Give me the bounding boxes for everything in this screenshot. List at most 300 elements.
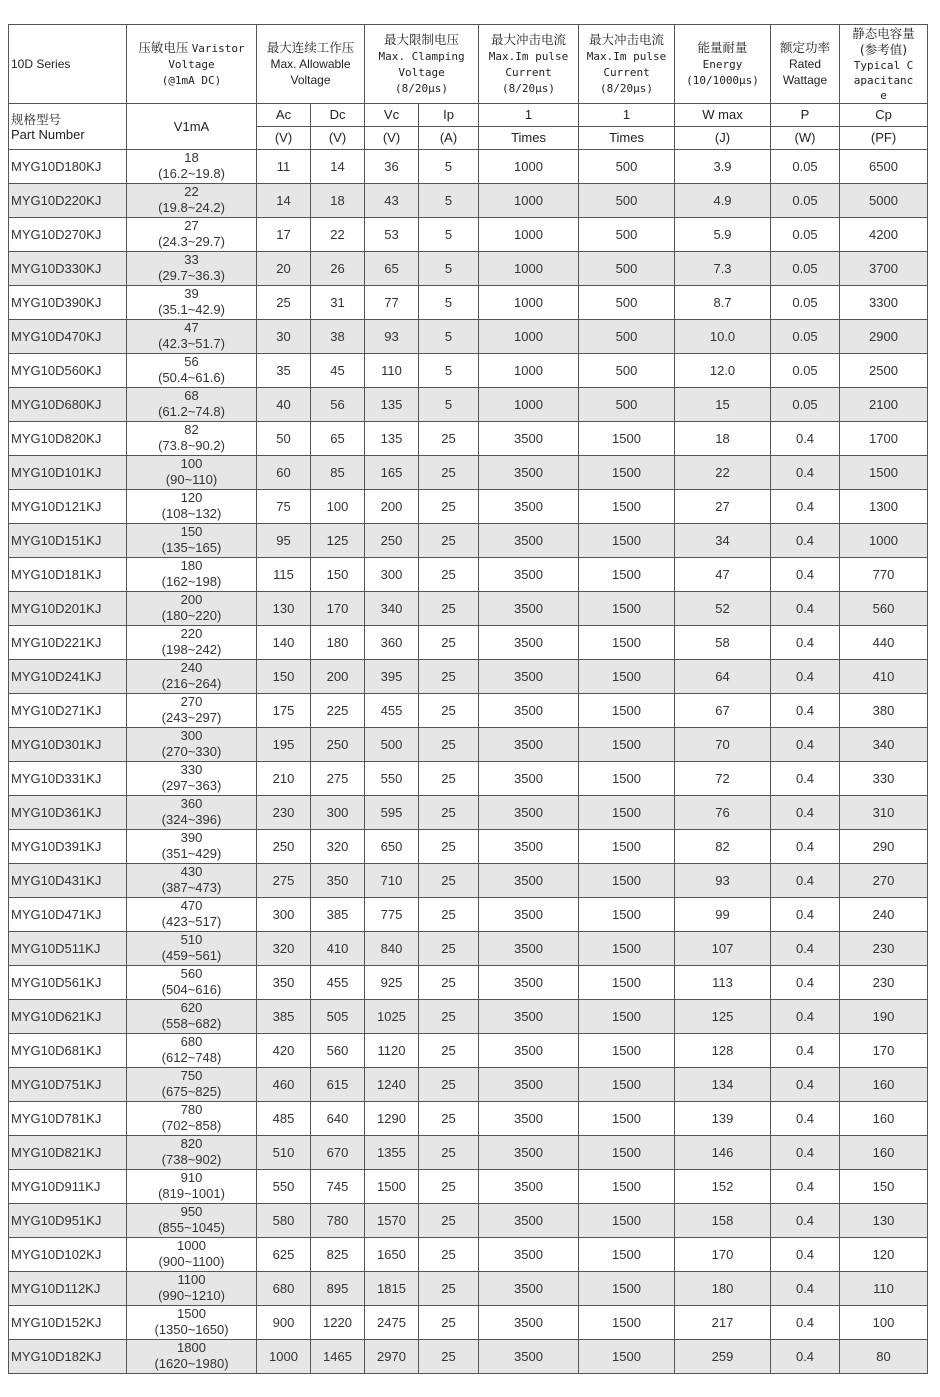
impulse-times-1-cell: 3500 (479, 1000, 579, 1034)
energy-cell: 180 (675, 1272, 771, 1306)
table-row (9, 626, 928, 660)
varistor-voltage-range: (42.3~51.7) (158, 335, 225, 351)
clamping-voltage-cell: 165 (365, 456, 419, 490)
varistor-voltage-cell (127, 1034, 257, 1068)
varistor-voltage-cell (127, 864, 257, 898)
ac-voltage-cell: 195 (257, 728, 311, 762)
impulse-times-1-cell: 3500 (479, 762, 579, 796)
varistor-voltage-range: (162~198) (161, 573, 222, 589)
ac-voltage-cell: 550 (257, 1170, 311, 1204)
varistor-voltage-range: (675~825) (161, 1083, 222, 1099)
capacitance-zh2: (参考值) (859, 41, 908, 57)
dc-voltage-cell: 38 (311, 320, 365, 354)
varistor-voltage-nominal: 330 (180, 761, 203, 777)
varistor-voltage-range: (558~682) (161, 1015, 222, 1031)
ip-current-cell: 25 (419, 1136, 479, 1170)
rated-power-cell: 0.05 (771, 354, 840, 388)
capacitance-cell: 170 (840, 1034, 928, 1068)
varistor-voltage-nominal: 47 (184, 319, 199, 335)
impulse-times-2-cell: 1500 (579, 524, 675, 558)
impulse-times-1-cell: 3500 (479, 796, 579, 830)
ac-voltage-cell: 115 (257, 558, 311, 592)
symbol-times-1: 1 (479, 104, 579, 127)
impulse-times-1-cell: 3500 (479, 1068, 579, 1102)
capacitance-header (840, 25, 928, 104)
varistor-voltage-nominal: 780 (180, 1101, 203, 1117)
capacitance-cell: 1300 (840, 490, 928, 524)
dc-voltage-cell: 200 (311, 660, 365, 694)
part-number-cell: MYG10D391KJ (9, 830, 127, 864)
dc-voltage-cell: 250 (311, 728, 365, 762)
table-row (9, 524, 928, 558)
table-row (9, 762, 928, 796)
clamping-voltage-cell: 455 (365, 694, 419, 728)
capacitance-cell: 230 (840, 932, 928, 966)
impulse-times-2-cell: 1500 (579, 1000, 675, 1034)
table-row (9, 558, 928, 592)
varistor-voltage-nominal: 39 (184, 285, 199, 301)
impulse-times-2-cell: 1500 (579, 558, 675, 592)
rated-power-cell: 0.05 (771, 388, 840, 422)
energy-cell: 158 (675, 1204, 771, 1238)
table-row (9, 286, 928, 320)
ac-voltage-cell: 250 (257, 830, 311, 864)
energy-cell: 217 (675, 1306, 771, 1340)
part-number-cell: MYG10D680KJ (9, 388, 127, 422)
rated-power-cell: 0.4 (771, 592, 840, 626)
table-row (9, 422, 928, 456)
table-row (9, 320, 928, 354)
varistor-voltage-cell (127, 1306, 257, 1340)
clamping-voltage-cell: 1120 (365, 1034, 419, 1068)
ac-voltage-cell: 130 (257, 592, 311, 626)
impulse-times-1-cell: 1000 (479, 354, 579, 388)
varistor-voltage-range: (73.8~90.2) (158, 437, 225, 453)
part-number-cell: MYG10D221KJ (9, 626, 127, 660)
impulse-times-1-cell: 1000 (479, 150, 579, 184)
impulse-times-2-cell: 500 (579, 184, 675, 218)
table-row (9, 1034, 928, 1068)
rated-power-cell: 0.4 (771, 524, 840, 558)
table-row (9, 694, 928, 728)
dc-voltage-cell: 895 (311, 1272, 365, 1306)
energy-cell: 7.3 (675, 252, 771, 286)
varistor-voltage-range: (243~297) (161, 709, 222, 725)
table-row (9, 966, 928, 1000)
energy-cell: 82 (675, 830, 771, 864)
clamping-voltage-cell: 775 (365, 898, 419, 932)
impulse-times-1-cell: 3500 (479, 422, 579, 456)
clamping-voltage-cell: 1025 (365, 1000, 419, 1034)
ip-current-cell: 25 (419, 626, 479, 660)
impulse-times-2-cell: 500 (579, 286, 675, 320)
varistor-voltage-nominal: 680 (180, 1033, 203, 1049)
ip-current-cell: 5 (419, 388, 479, 422)
dc-voltage-cell: 745 (311, 1170, 365, 1204)
varistor-voltage-header (127, 25, 257, 104)
rated-power-cell: 0.4 (771, 1102, 840, 1136)
impulse-times-2-cell: 1500 (579, 1204, 675, 1238)
clamping-voltage-cell: 1570 (365, 1204, 419, 1238)
dc-voltage-cell: 780 (311, 1204, 365, 1238)
symbol-times-2: 1 (579, 104, 675, 127)
capacitance-cell: 310 (840, 796, 928, 830)
energy-cell: 64 (675, 660, 771, 694)
part-number-cell: MYG10D180KJ (9, 150, 127, 184)
table-row (9, 728, 928, 762)
varistor-voltage-cell (127, 286, 257, 320)
energy-cell: 76 (675, 796, 771, 830)
energy-cell: 70 (675, 728, 771, 762)
varistor-voltage-cell (127, 1136, 257, 1170)
varistor-voltage-cell (127, 830, 257, 864)
varistor-voltage-cell (127, 320, 257, 354)
table-row (9, 1000, 928, 1034)
part-number-cell: MYG10D821KJ (9, 1136, 127, 1170)
ip-current-cell: 25 (419, 558, 479, 592)
rated-power-cell: 0.4 (771, 864, 840, 898)
varistor-voltage-nominal: 470 (180, 897, 203, 913)
capacitance-cell: 2900 (840, 320, 928, 354)
varistor-voltage-range: (135~165) (161, 539, 222, 555)
table-row (9, 1340, 928, 1374)
part-number-cell: MYG10D102KJ (9, 1238, 127, 1272)
energy-cell: 22 (675, 456, 771, 490)
varistor-voltage-nominal: 510 (180, 931, 203, 947)
impulse-times-2-cell: 1500 (579, 1102, 675, 1136)
impulse-times-1-cell: 3500 (479, 1238, 579, 1272)
part-number-cell: MYG10D181KJ (9, 558, 127, 592)
impulse-times-1-cell: 3500 (479, 932, 579, 966)
clamping-voltage-cell: 500 (365, 728, 419, 762)
ac-voltage-cell: 460 (257, 1068, 311, 1102)
energy-cell: 134 (675, 1068, 771, 1102)
dc-voltage-cell: 300 (311, 796, 365, 830)
series-title: 10D Series (9, 25, 127, 104)
ip-current-cell: 25 (419, 422, 479, 456)
ac-voltage-cell: 320 (257, 932, 311, 966)
part-number-cell: MYG10D151KJ (9, 524, 127, 558)
impulse-times-2-cell: 1500 (579, 592, 675, 626)
capacitance-cell: 150 (840, 1170, 928, 1204)
ac-voltage-cell: 580 (257, 1204, 311, 1238)
energy-cell: 3.9 (675, 150, 771, 184)
clamping-voltage-cell: 650 (365, 830, 419, 864)
varistor-voltage-nominal: 27 (184, 217, 199, 233)
part-number-cell: MYG10D781KJ (9, 1102, 127, 1136)
part-number-cell: MYG10D471KJ (9, 898, 127, 932)
part-number-cell: MYG10D820KJ (9, 422, 127, 456)
part-number-cell: MYG10D330KJ (9, 252, 127, 286)
table-row (9, 1272, 928, 1306)
varistor-voltage-nominal: 200 (180, 591, 203, 607)
part-number-cell: MYG10D270KJ (9, 218, 127, 252)
symbol-dc: Dc (311, 104, 365, 127)
capacitance-cell: 6500 (840, 150, 928, 184)
varistor-voltage-cell (127, 252, 257, 286)
varistor-voltage-nominal: 430 (180, 863, 203, 879)
impulse-times-2-cell: 1500 (579, 1034, 675, 1068)
ip-current-cell: 25 (419, 592, 479, 626)
ac-voltage-cell: 350 (257, 966, 311, 1000)
part-number-cell: MYG10D951KJ (9, 1204, 127, 1238)
clamping-voltage-cell: 1355 (365, 1136, 419, 1170)
dc-voltage-cell: 170 (311, 592, 365, 626)
dc-voltage-cell: 560 (311, 1034, 365, 1068)
impulse-times-1-cell: 3500 (479, 456, 579, 490)
table-row (9, 354, 928, 388)
impulse-times-2-cell: 1500 (579, 796, 675, 830)
table-row (9, 932, 928, 966)
ac-voltage-cell: 30 (257, 320, 311, 354)
clamping-voltage-cell: 840 (365, 932, 419, 966)
impulse-times-2-cell: 1500 (579, 422, 675, 456)
varistor-voltage-range: (990~1210) (158, 1287, 225, 1303)
impulse-times-2-cell: 1500 (579, 728, 675, 762)
varistor-voltage-range: (198~242) (161, 641, 222, 657)
part-number-cell: MYG10D331KJ (9, 762, 127, 796)
impulse-times-2-cell: 1500 (579, 456, 675, 490)
ac-voltage-cell: 14 (257, 184, 311, 218)
capacitance-cell: 560 (840, 592, 928, 626)
impulse-times-1-cell: 3500 (479, 966, 579, 1000)
capacitance-cell: 120 (840, 1238, 928, 1272)
table-row (9, 1102, 928, 1136)
varistor-voltage-range: (16.2~19.8) (158, 165, 225, 181)
part-number-cell: MYG10D561KJ (9, 966, 127, 1000)
energy-cell: 139 (675, 1102, 771, 1136)
varistor-voltage-nominal: 360 (180, 795, 203, 811)
rated-wattage-zh: 额定功率 (780, 40, 831, 55)
dc-voltage-cell: 640 (311, 1102, 365, 1136)
energy-cell: 259 (675, 1340, 771, 1374)
table-row (9, 388, 928, 422)
clamping-voltage-cell: 395 (365, 660, 419, 694)
varistor-voltage-range: (423~517) (161, 913, 222, 929)
varistor-voltage-nominal: 82 (184, 421, 199, 437)
ip-current-cell: 25 (419, 524, 479, 558)
impulse-times-2-cell: 1500 (579, 932, 675, 966)
impulse-times-1-cell: 3500 (479, 1136, 579, 1170)
varistor-voltage-nominal: 560 (180, 965, 203, 981)
capacitance-cell: 5000 (840, 184, 928, 218)
ac-voltage-cell: 625 (257, 1238, 311, 1272)
ac-voltage-cell: 20 (257, 252, 311, 286)
capacitance-cell: 380 (840, 694, 928, 728)
energy-cell: 113 (675, 966, 771, 1000)
impulse-current-zh-2: 最大冲击电流 (589, 32, 665, 47)
ip-current-cell: 25 (419, 490, 479, 524)
table-row (9, 490, 928, 524)
impulse-current-header-2 (579, 25, 675, 104)
varistor-voltage-range: (459~561) (161, 947, 222, 963)
varistor-voltage-nominal: 120 (180, 489, 203, 505)
varistor-voltage-nominal: 18 (184, 149, 199, 165)
rated-power-cell: 0.05 (771, 150, 840, 184)
part-number-cell: MYG10D121KJ (9, 490, 127, 524)
table-row (9, 1306, 928, 1340)
rated-power-cell: 0.4 (771, 1034, 840, 1068)
capacitance-cell: 110 (840, 1272, 928, 1306)
rated-power-cell: 0.4 (771, 728, 840, 762)
rated-power-cell: 0.4 (771, 1000, 840, 1034)
dc-voltage-cell: 31 (311, 286, 365, 320)
clamping-voltage-en1: Max. Clamping (378, 50, 465, 63)
dc-voltage-cell: 670 (311, 1136, 365, 1170)
table-row (9, 1136, 928, 1170)
ip-current-cell: 5 (419, 150, 479, 184)
varistor-voltage-range: (29.7~36.3) (158, 267, 225, 283)
varistor-voltage-nominal: 1000 (177, 1237, 206, 1253)
impulse-times-2-cell: 1500 (579, 1068, 675, 1102)
impulse-times-2-cell: 1500 (579, 1238, 675, 1272)
clamping-voltage-cell: 77 (365, 286, 419, 320)
varistor-voltage-cell (127, 694, 257, 728)
capacitance-cell: 2500 (840, 354, 928, 388)
impulse-times-2-cell: 1500 (579, 490, 675, 524)
rated-power-cell: 0.4 (771, 796, 840, 830)
varistor-voltage-range: (900~1100) (158, 1253, 225, 1269)
energy-cell: 170 (675, 1238, 771, 1272)
rated-power-cell: 0.05 (771, 184, 840, 218)
varistor-voltage-zh: 压敏电压 (138, 40, 189, 55)
rated-power-cell: 0.05 (771, 252, 840, 286)
varistor-voltage-cell (127, 150, 257, 184)
spec-table-body (9, 150, 928, 1374)
impulse-times-1-cell: 3500 (479, 864, 579, 898)
part-number-cell: MYG10D470KJ (9, 320, 127, 354)
table-row (9, 1238, 928, 1272)
part-number-cell: MYG10D112KJ (9, 1272, 127, 1306)
part-number-zh: 规格型号 (11, 111, 62, 127)
clamping-voltage-header (365, 25, 479, 104)
varistor-voltage-cell (127, 354, 257, 388)
impulse-current-header-1 (479, 25, 579, 104)
impulse-times-1-cell: 3500 (479, 1034, 579, 1068)
impulse-current-en2-1: Current (505, 66, 552, 79)
ip-current-cell: 5 (419, 218, 479, 252)
impulse-times-1-cell: 3500 (479, 524, 579, 558)
varistor-voltage-nominal: 240 (180, 659, 203, 675)
clamping-voltage-zh: 最大限制电压 (384, 32, 460, 47)
impulse-times-1-cell: 1000 (479, 218, 579, 252)
ip-current-cell: 25 (419, 1238, 479, 1272)
varistor-voltage-nominal: 180 (180, 557, 203, 573)
ip-current-cell: 5 (419, 252, 479, 286)
varistor-voltage-nominal: 270 (180, 693, 203, 709)
rated-power-cell: 0.4 (771, 490, 840, 524)
ip-current-cell: 5 (419, 286, 479, 320)
ac-voltage-cell: 50 (257, 422, 311, 456)
energy-cell: 125 (675, 1000, 771, 1034)
impulse-times-2-cell: 1500 (579, 864, 675, 898)
varistor-voltage-cell (127, 762, 257, 796)
clamping-voltage-cell: 200 (365, 490, 419, 524)
part-number-cell: MYG10D681KJ (9, 1034, 127, 1068)
unit-power: (W) (771, 127, 840, 150)
capacitance-cell: 80 (840, 1340, 928, 1374)
energy-cell: 52 (675, 592, 771, 626)
ip-current-cell: 25 (419, 932, 479, 966)
capacitance-cell: 100 (840, 1306, 928, 1340)
impulse-times-2-cell: 1500 (579, 762, 675, 796)
table-row (9, 898, 928, 932)
clamping-voltage-cell: 1500 (365, 1170, 419, 1204)
varistor-voltage-cell (127, 1340, 257, 1374)
dc-voltage-cell: 455 (311, 966, 365, 1000)
varistor-voltage-cell (127, 1102, 257, 1136)
capacitance-cell: 3300 (840, 286, 928, 320)
impulse-times-1-cell: 3500 (479, 1204, 579, 1238)
dc-voltage-cell: 1220 (311, 1306, 365, 1340)
varistor-voltage-cell (127, 728, 257, 762)
ac-voltage-cell: 275 (257, 864, 311, 898)
varistor-voltage-range: (819~1001) (158, 1185, 225, 1201)
ac-voltage-cell: 35 (257, 354, 311, 388)
part-number-cell: MYG10D301KJ (9, 728, 127, 762)
ac-voltage-cell: 210 (257, 762, 311, 796)
clamping-voltage-cell: 300 (365, 558, 419, 592)
ip-current-cell: 25 (419, 966, 479, 1000)
impulse-times-2-cell: 500 (579, 252, 675, 286)
ac-voltage-cell: 40 (257, 388, 311, 422)
rated-power-cell: 0.4 (771, 1068, 840, 1102)
ac-voltage-cell: 485 (257, 1102, 311, 1136)
dc-voltage-cell: 56 (311, 388, 365, 422)
clamping-voltage-cell: 550 (365, 762, 419, 796)
impulse-times-2-cell: 1500 (579, 1136, 675, 1170)
table-row (9, 864, 928, 898)
part-number-cell: MYG10D560KJ (9, 354, 127, 388)
varistor-voltage-cell (127, 1238, 257, 1272)
energy-cell: 72 (675, 762, 771, 796)
varistor-voltage-range: (24.3~29.7) (158, 233, 225, 249)
part-number-cell: MYG10D911KJ (9, 1170, 127, 1204)
clamping-voltage-cell: 135 (365, 388, 419, 422)
capacitance-cell: 270 (840, 864, 928, 898)
capacitance-cell: 190 (840, 1000, 928, 1034)
capacitance-cell: 160 (840, 1136, 928, 1170)
impulse-times-2-cell: 1500 (579, 1272, 675, 1306)
ip-current-cell: 25 (419, 898, 479, 932)
impulse-current-en2-2: Current (603, 66, 650, 79)
capacitance-zh1: 静态电容量 (852, 25, 915, 41)
varistor-voltage-range: (108~132) (161, 505, 222, 521)
header-row-symbols (9, 104, 928, 127)
capacitance-cell: 4200 (840, 218, 928, 252)
ac-voltage-cell: 175 (257, 694, 311, 728)
varistor-voltage-range: (855~1045) (158, 1219, 225, 1235)
varistor-voltage-nominal: 100 (180, 455, 203, 471)
dc-voltage-cell: 65 (311, 422, 365, 456)
ip-current-cell: 25 (419, 796, 479, 830)
header-row-titles (9, 25, 928, 104)
part-number-cell: MYG10D220KJ (9, 184, 127, 218)
varistor-voltage-range: (612~748) (161, 1049, 222, 1065)
varistor-voltage-cell (127, 524, 257, 558)
impulse-times-1-cell: 3500 (479, 1340, 579, 1374)
table-row (9, 592, 928, 626)
clamping-voltage-cell: 36 (365, 150, 419, 184)
allowable-voltage-header (257, 25, 365, 104)
rated-power-cell: 0.4 (771, 694, 840, 728)
energy-cell: 4.9 (675, 184, 771, 218)
clamping-voltage-cell: 1650 (365, 1238, 419, 1272)
dc-voltage-cell: 275 (311, 762, 365, 796)
clamping-voltage-cell: 1290 (365, 1102, 419, 1136)
ip-current-cell: 25 (419, 1340, 479, 1374)
energy-cell: 15 (675, 388, 771, 422)
